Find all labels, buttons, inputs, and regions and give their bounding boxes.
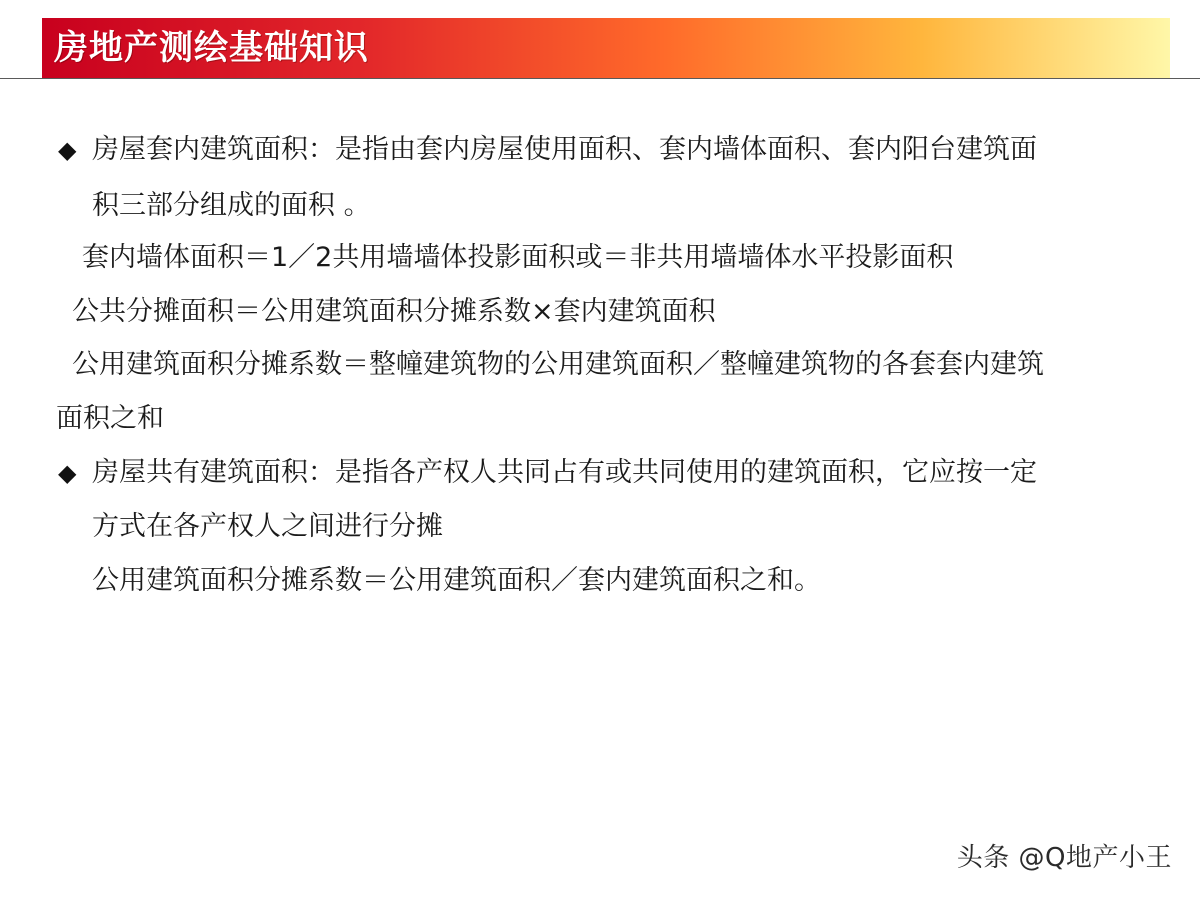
diamond-bullet-icon: ◆: [58, 459, 77, 487]
text-line-4: 公共分摊面积＝公用建筑面积分摊系数×套内建筑面积: [72, 296, 716, 327]
text-line-3: 套内墙体面积＝1／2共用墙墙体投影面积或＝非共用墙墙体水平投影面积: [82, 242, 954, 273]
text-line-8: 方式在各产权人之间进行分摊: [92, 511, 443, 542]
page-title: 房地产测绘基础知识: [54, 28, 369, 68]
text-line-5: 公用建筑面积分摊系数＝整幢建筑物的公用建筑面积／整幢建筑物的各套套内建筑: [72, 349, 1044, 380]
text-line-9: 公用建筑面积分摊系数＝公用建筑面积／套内建筑面积之和。: [92, 565, 821, 596]
text-line-6: 面积之和: [56, 403, 164, 434]
text-line-7: 房屋共有建筑面积：是指各产权人共同占有或共同使用的建筑面积，它应按一定: [92, 457, 1037, 488]
text-line-2: 积三部分组成的面积 。: [92, 190, 371, 221]
watermark: 头条 @Q地产小王: [956, 843, 1172, 873]
text-line-1: 房屋套内建筑面积：是指由套内房屋使用面积、套内墙体面积、套内阳台建筑面: [92, 134, 1037, 165]
diamond-bullet-icon: ◆: [58, 136, 77, 164]
